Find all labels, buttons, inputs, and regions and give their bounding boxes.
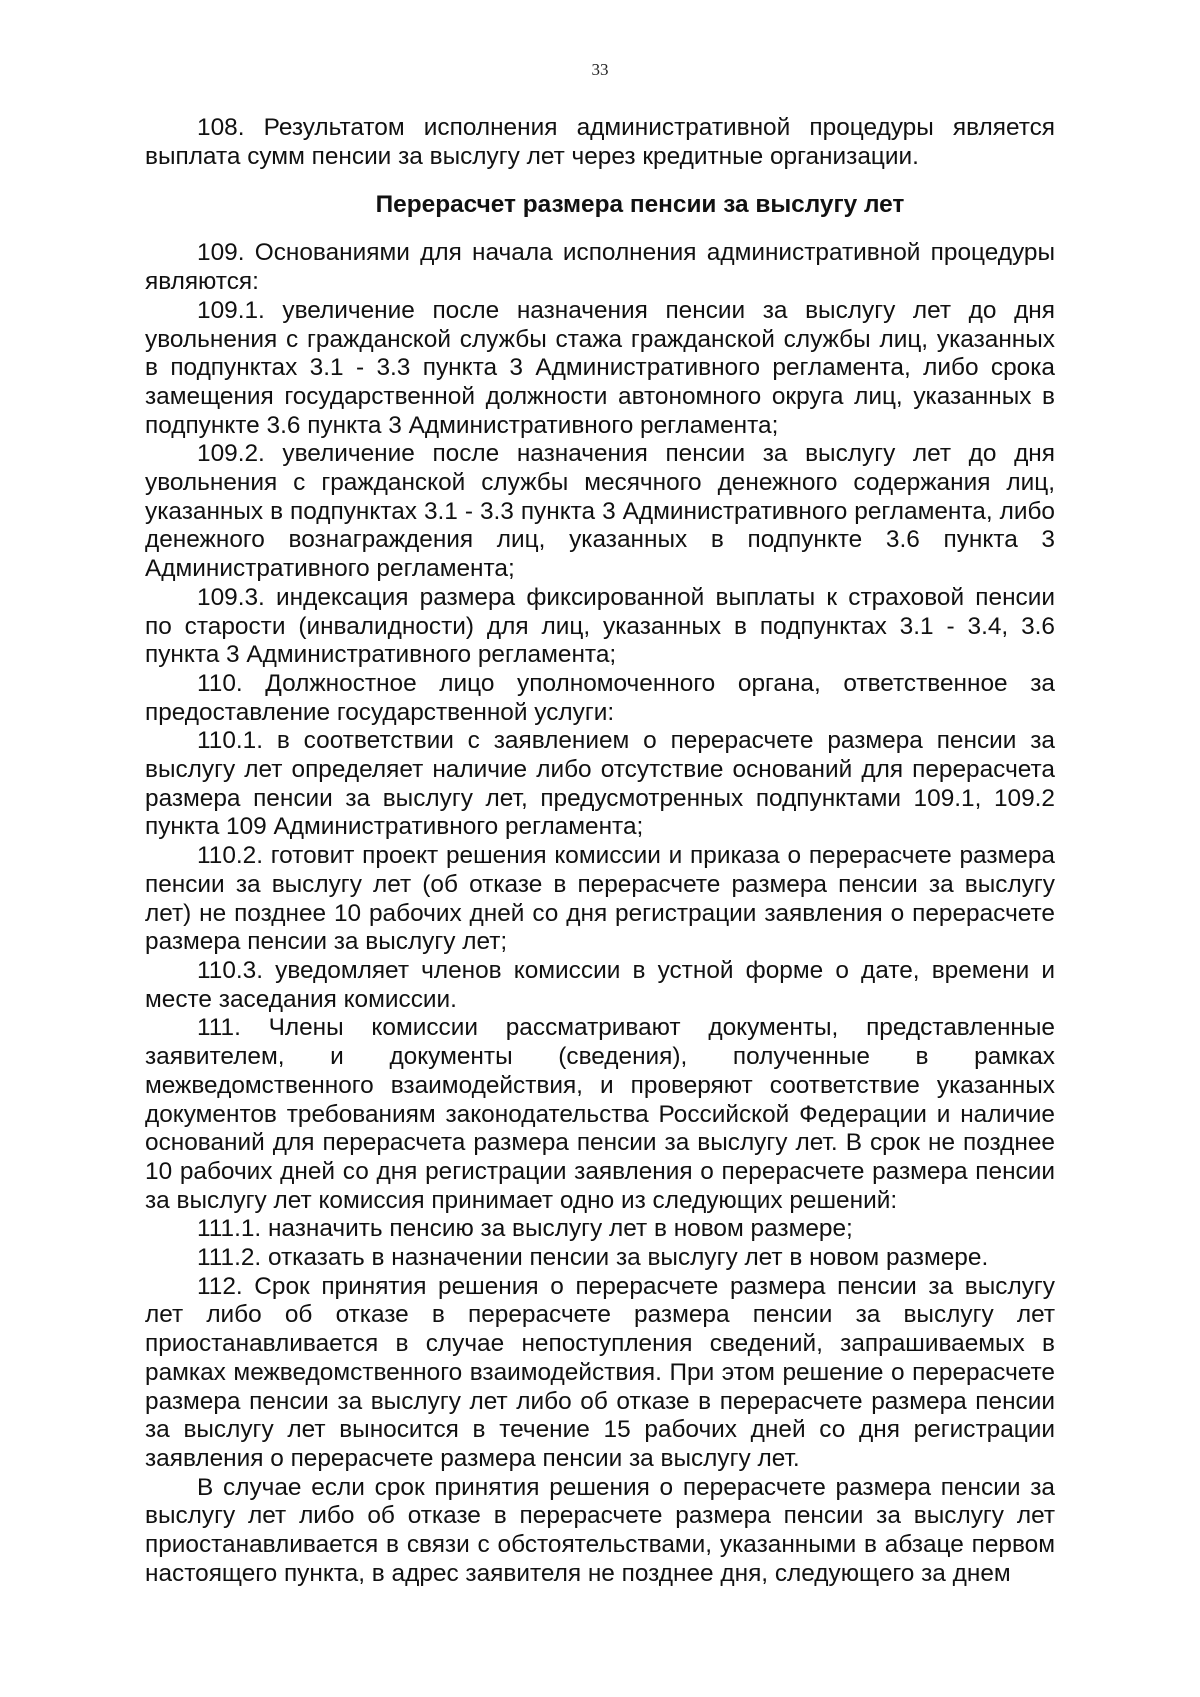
- paragraph-112: 112. Срок принятия решения о перерасчете размера пенсии за выслугу лет либо об отказе в перерасчете размера пенсии за выслугу лет приостанавливается в случае непоступления сведений, запрашиваемых в рамках межведомственного взаимодействия. При этом решение о перерасчете размера пенсии за выслугу лет либо об отказе в перерасчете размера пенсии за выслугу лет выносится в течение 15 рабочих дней со дня регистрации заявления о перерасчете размера пенсии за выслугу лет.: [145, 1272, 1055, 1472]
- paragraph-110-2: 110.2. готовит проект решения комиссии и приказа о перерасчете размера пенсии за выслугу лет (об отказе в перерасчете размера пенсии за выслугу лет) не позднее 10 рабочих дней со дня регистрации заявления о перерасчете размера пенсии за выслугу лет;: [145, 842, 1055, 956]
- paragraph-108: 108. Результатом исполнения административной процедуры является выплата сумм пенсии за выслугу лет через кредитные организации.: [145, 114, 1055, 170]
- paragraph-111-2: 111.2. отказать в назначении пенсии за выслугу лет в новом размере.: [197, 1244, 989, 1272]
- paragraph-109-1: 109.1. увеличение после назначения пенсии за выслугу лет до дня увольнения с гражданской службы стажа гражданской службы лиц, указанных в подпунктах 3.1 - 3.3 пункта 3 Административного регламента, либо срока замещения государственной должности автономного округа лиц, указанных в подпункте 3.6 пункта 3 Административного регламента;: [145, 296, 1055, 439]
- paragraph-110-3: 110.3. уведомляет членов комиссии в устной форме о дате, времени и месте заседания комиссии.: [145, 956, 1055, 1013]
- paragraph-109-2: 109.2. увеличение после назначения пенсии за выслугу лет до дня увольнения с гражданской службы месячного денежного содержания лиц, указанных в подпунктах 3.1 - 3.3 пункта 3 Административного регламента, либо денежного вознаграждения лиц, указанных в подпункте 3.6 пункта 3 Административного регламента;: [145, 440, 1055, 583]
- paragraph-110-1: 110.1. в соответствии с заявлением о перерасчете размера пенсии за выслугу лет определяет наличие либо отсутствие оснований для перерасчета размера пенсии за выслугу лет, предусмотренных подпунктами 109.1, 109.2 пункта 109 Административного регламента;: [145, 727, 1055, 841]
- paragraph-109-3: 109.3. индексация размера фиксированной выплаты к страховой пенсии по старости (инвалидности) для лиц, указанных в подпунктах 3.1 - 3.4, 3.6 пункта 3 Административного регламента;: [145, 583, 1055, 669]
- paragraph-111: 111. Члены комиссии рассматривают документы, представленные заявителем, и документы (сведения), полученные в рамках межведомственного взаимодействия, и проверяют соответствие указанных документов требованиям законодательства Российской Федерации и наличие оснований для перерасчета размера пенсии за выслугу лет. В срок не позднее 10 рабочих дней со дня регистрации заявления о перерасчете размера пенсии за выслугу лет комиссия принимает одно из следующих решений:: [145, 1014, 1055, 1214]
- paragraph-110: 110. Должностное лицо уполномоченного органа, ответственное за предоставление государственной услуги:: [145, 669, 1055, 726]
- document-body: [145, 114, 1055, 1588]
- paragraph-112-continued: В случае если срок принятия решения о перерасчете размера пенсии за выслугу лет либо об отказе в перерасчете размера пенсии за выслугу лет приостанавливается в связи с обстоятельствами, указанными в абзаце первом настоящего пункта, в адрес заявителя не позднее дня, следующего за днем: [145, 1473, 1055, 1587]
- page-number: 33: [591, 60, 609, 79]
- paragraph-109: 109. Основаниями для начала исполнения административной процедуры являются:: [145, 239, 1055, 296]
- section-heading: Перерасчет размера пенсии за выслугу лет: [375, 191, 905, 219]
- paragraph-111-1: 111.1. назначить пенсию за выслугу лет в новом размере;: [197, 1215, 853, 1243]
